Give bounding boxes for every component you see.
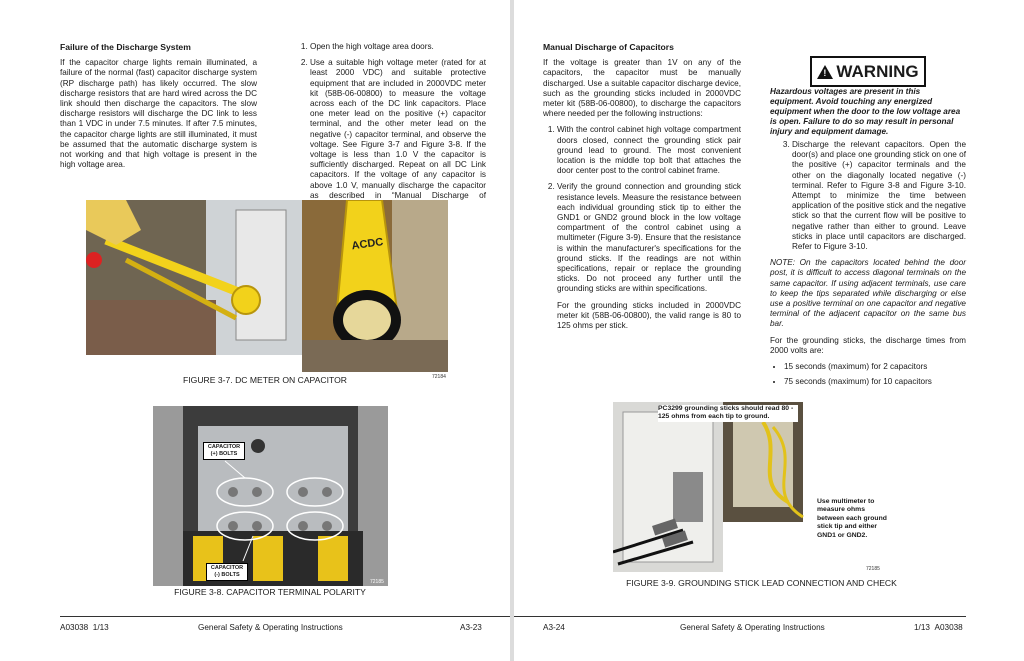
figure-3-9-caption: FIGURE 3-9. GROUNDING STICK LEAD CONNECTION AND CHECK xyxy=(626,578,897,588)
manual-discharge-steps xyxy=(543,125,741,294)
right-footer-date: 1/13 xyxy=(914,623,930,632)
left-column-2 xyxy=(296,42,486,217)
grounding-stick-illustration xyxy=(613,402,845,572)
figure-3-7-photo-left xyxy=(86,200,302,355)
warning-icon xyxy=(817,65,833,79)
figure-3-9-number: 72185 xyxy=(866,566,880,572)
figure-3-7-photo-right xyxy=(302,200,448,372)
left-column-1 xyxy=(60,42,257,176)
grounding-range-note: For the grounding sticks included in 2000VDC meter kit (58B-06-00800), the valid range is 80 to 125 ohms per stick. xyxy=(557,300,741,331)
grounding-stick-callout: PC3299 grounding sticks should read 80 - 125 ohms from each tip to ground. xyxy=(658,405,798,422)
right-footer-doc-number: A03038 xyxy=(934,623,963,632)
capacitor-positive-label: CAPACITOR (+) BOLTS xyxy=(203,442,245,460)
right-footer-rule xyxy=(514,616,966,617)
manual-step-3: 3. Discharge the relevant capacitors. Open the door(s) and place one grounding stick on one of the positive (+) capacitor terminals and the other on the diagonally located negative (-) terminal. Refer to Figure 3-8 and Figure 3-10. Attempt to minimize the time between application of the positive stick and the negative stick so that the current flow will be positive to negative rather than either to ground. Leave sticks in place until capacitors are discharged. Refer to Figure 3-10. xyxy=(792,140,966,252)
figure-3-8-caption: FIGURE 3-8. CAPACITOR TERMINAL POLARITY xyxy=(174,587,366,597)
figure-3-9-photo xyxy=(613,402,845,572)
right-column-2 xyxy=(770,140,966,392)
right-page xyxy=(514,0,1024,661)
failure-steps-list xyxy=(296,42,486,211)
left-footer-doc-number: A03038 xyxy=(60,623,89,632)
meter-brand-label: ACDC xyxy=(350,236,384,253)
failure-intro-paragraph: If the capacitor charge lights remain illuminated, a failure of the normal (fast) capacitor discharge system (RP discharge path) has likely occurred. The slow discharge resistors that are hard wired across the DC link should then discharge the capacitors. The slow discharge resistors will discharge the DC link to less than 1 VDC in under 7.5 minutes. If after 7.5 minutes, the capacitor charge lights are still illuminated, it must be assumed that the automatic discharge system is not working and that high voltage is present in the high voltage area. xyxy=(60,58,257,170)
capacitor-negative-label: CAPACITOR (-) BOLTS xyxy=(206,563,248,581)
section-title-failure: Failure of the Discharge System xyxy=(60,42,191,52)
discharge-time-10-caps: • 75 seconds (maximum) for 10 capacitors xyxy=(784,377,966,387)
failure-step-1: 1. Open the high voltage area doors. xyxy=(310,42,486,52)
right-column-1 xyxy=(543,42,741,337)
right-footer-title: General Safety & Operating Instructions xyxy=(680,623,825,632)
multimeter-callout: Use multimeter to measure ohms between each ground stick tip and either GND1 or GND2. xyxy=(817,498,889,540)
right-footer-page: A3-24 xyxy=(543,623,565,632)
capacitor-bank-illustration xyxy=(153,406,388,586)
meter-closeup-illustration xyxy=(302,200,448,372)
left-page xyxy=(0,0,510,661)
door-post-note: NOTE: On the capacitors located behind the door post, it is difficult to access diagonal terminals on the same capacitor. If using adjacent terminals, use care to keep the tips separated while discharging or else use a positive terminal on one capacitor and negative terminal of the adjacent capacitor on the same bus bar. xyxy=(770,258,966,329)
manual-step-1: 1. With the control cabinet high voltage compartment doors closed, connect the grounding stick pair ground lead to ground. The most convenient location is the middle top bolt that attaches the door center post to the control cabinet frame. xyxy=(557,125,741,176)
discharge-time-2-caps: • 15 seconds (maximum) for 2 capacitors xyxy=(784,362,966,372)
left-footer-title: General Safety & Operating Instructions xyxy=(198,623,343,632)
figure-3-7-number: 72184 xyxy=(432,374,446,380)
left-footer-doc xyxy=(60,623,109,632)
discharge-times-intro: For the grounding sticks, the discharge times from 2000 volts are: xyxy=(770,335,966,355)
figure-3-8-number: 72185 xyxy=(370,579,384,585)
left-footer-rule xyxy=(60,616,510,617)
section-title-manual-discharge: Manual Discharge of Capacitors xyxy=(543,42,674,52)
discharge-times-list xyxy=(770,362,966,387)
meter-probe-illustration xyxy=(86,200,302,355)
warning-label: WARNING xyxy=(836,61,919,81)
right-footer-doc xyxy=(914,623,963,632)
warning-banner xyxy=(810,56,926,87)
manual-discharge-intro: If the voltage is greater than 1V on any of the capacitors, the capacitor must be manually discharged. Use a suitable capacitor discharge device, such as the grounding sticks included in 2000VDC meter kit (58B-06-00800), to discharge the capacitors where needed per the following instructions: xyxy=(543,58,741,119)
figure-3-8-photo xyxy=(153,406,388,586)
left-footer-page: A3-23 xyxy=(460,623,482,632)
manual-step-3-list xyxy=(770,140,966,252)
manual-step-2: 2. Verify the ground connection and grounding stick resistance levels. Measure the resistance between each individual grounding stick tip to either the GND1 or GND2 ground block in the low voltage compartment of the control cabinet using a multimeter (Figure 3-9). Ensure that the resistance is within the manufacturer's specifications for the ground sticks. If the readings are not within specifications, repair or replace the grounding sticks. Do not proceed any further until the grounding sticks are within specifications. xyxy=(557,182,741,294)
figure-3-7-caption: FIGURE 3-7. DC METER ON CAPACITOR xyxy=(183,375,347,385)
left-footer-date: 1/13 xyxy=(92,623,109,632)
failure-step-2: 2. Use a suitable high voltage meter (rated for at least 2000 VDC) and suitable protective equipment that are included in 2000VDC meter kit (58B-06-00800) to measure the voltage across each of the DC link capacitors. Place one meter lead on the positive (+) capacitor terminal, and the other meter lead on the negative (-) capacitor terminal, and observe the voltage. See Figure 3-7 and Figure 3-8. If the voltage is less than 1.0 V the capacitor is sufficiently discharged. Repeat on all DC Link capacitors. If the voltage of any capacitor is above 1.0 V, manually discharge the capacitor as described in “Manual Discharge of xyxy=(310,58,486,211)
warning-text: Hazardous voltages are present in this equipment. Avoid touching any energized equipment when the door to the low voltage area is open. Failure to do so may result in personal injury and equipment damage. xyxy=(770,87,961,136)
